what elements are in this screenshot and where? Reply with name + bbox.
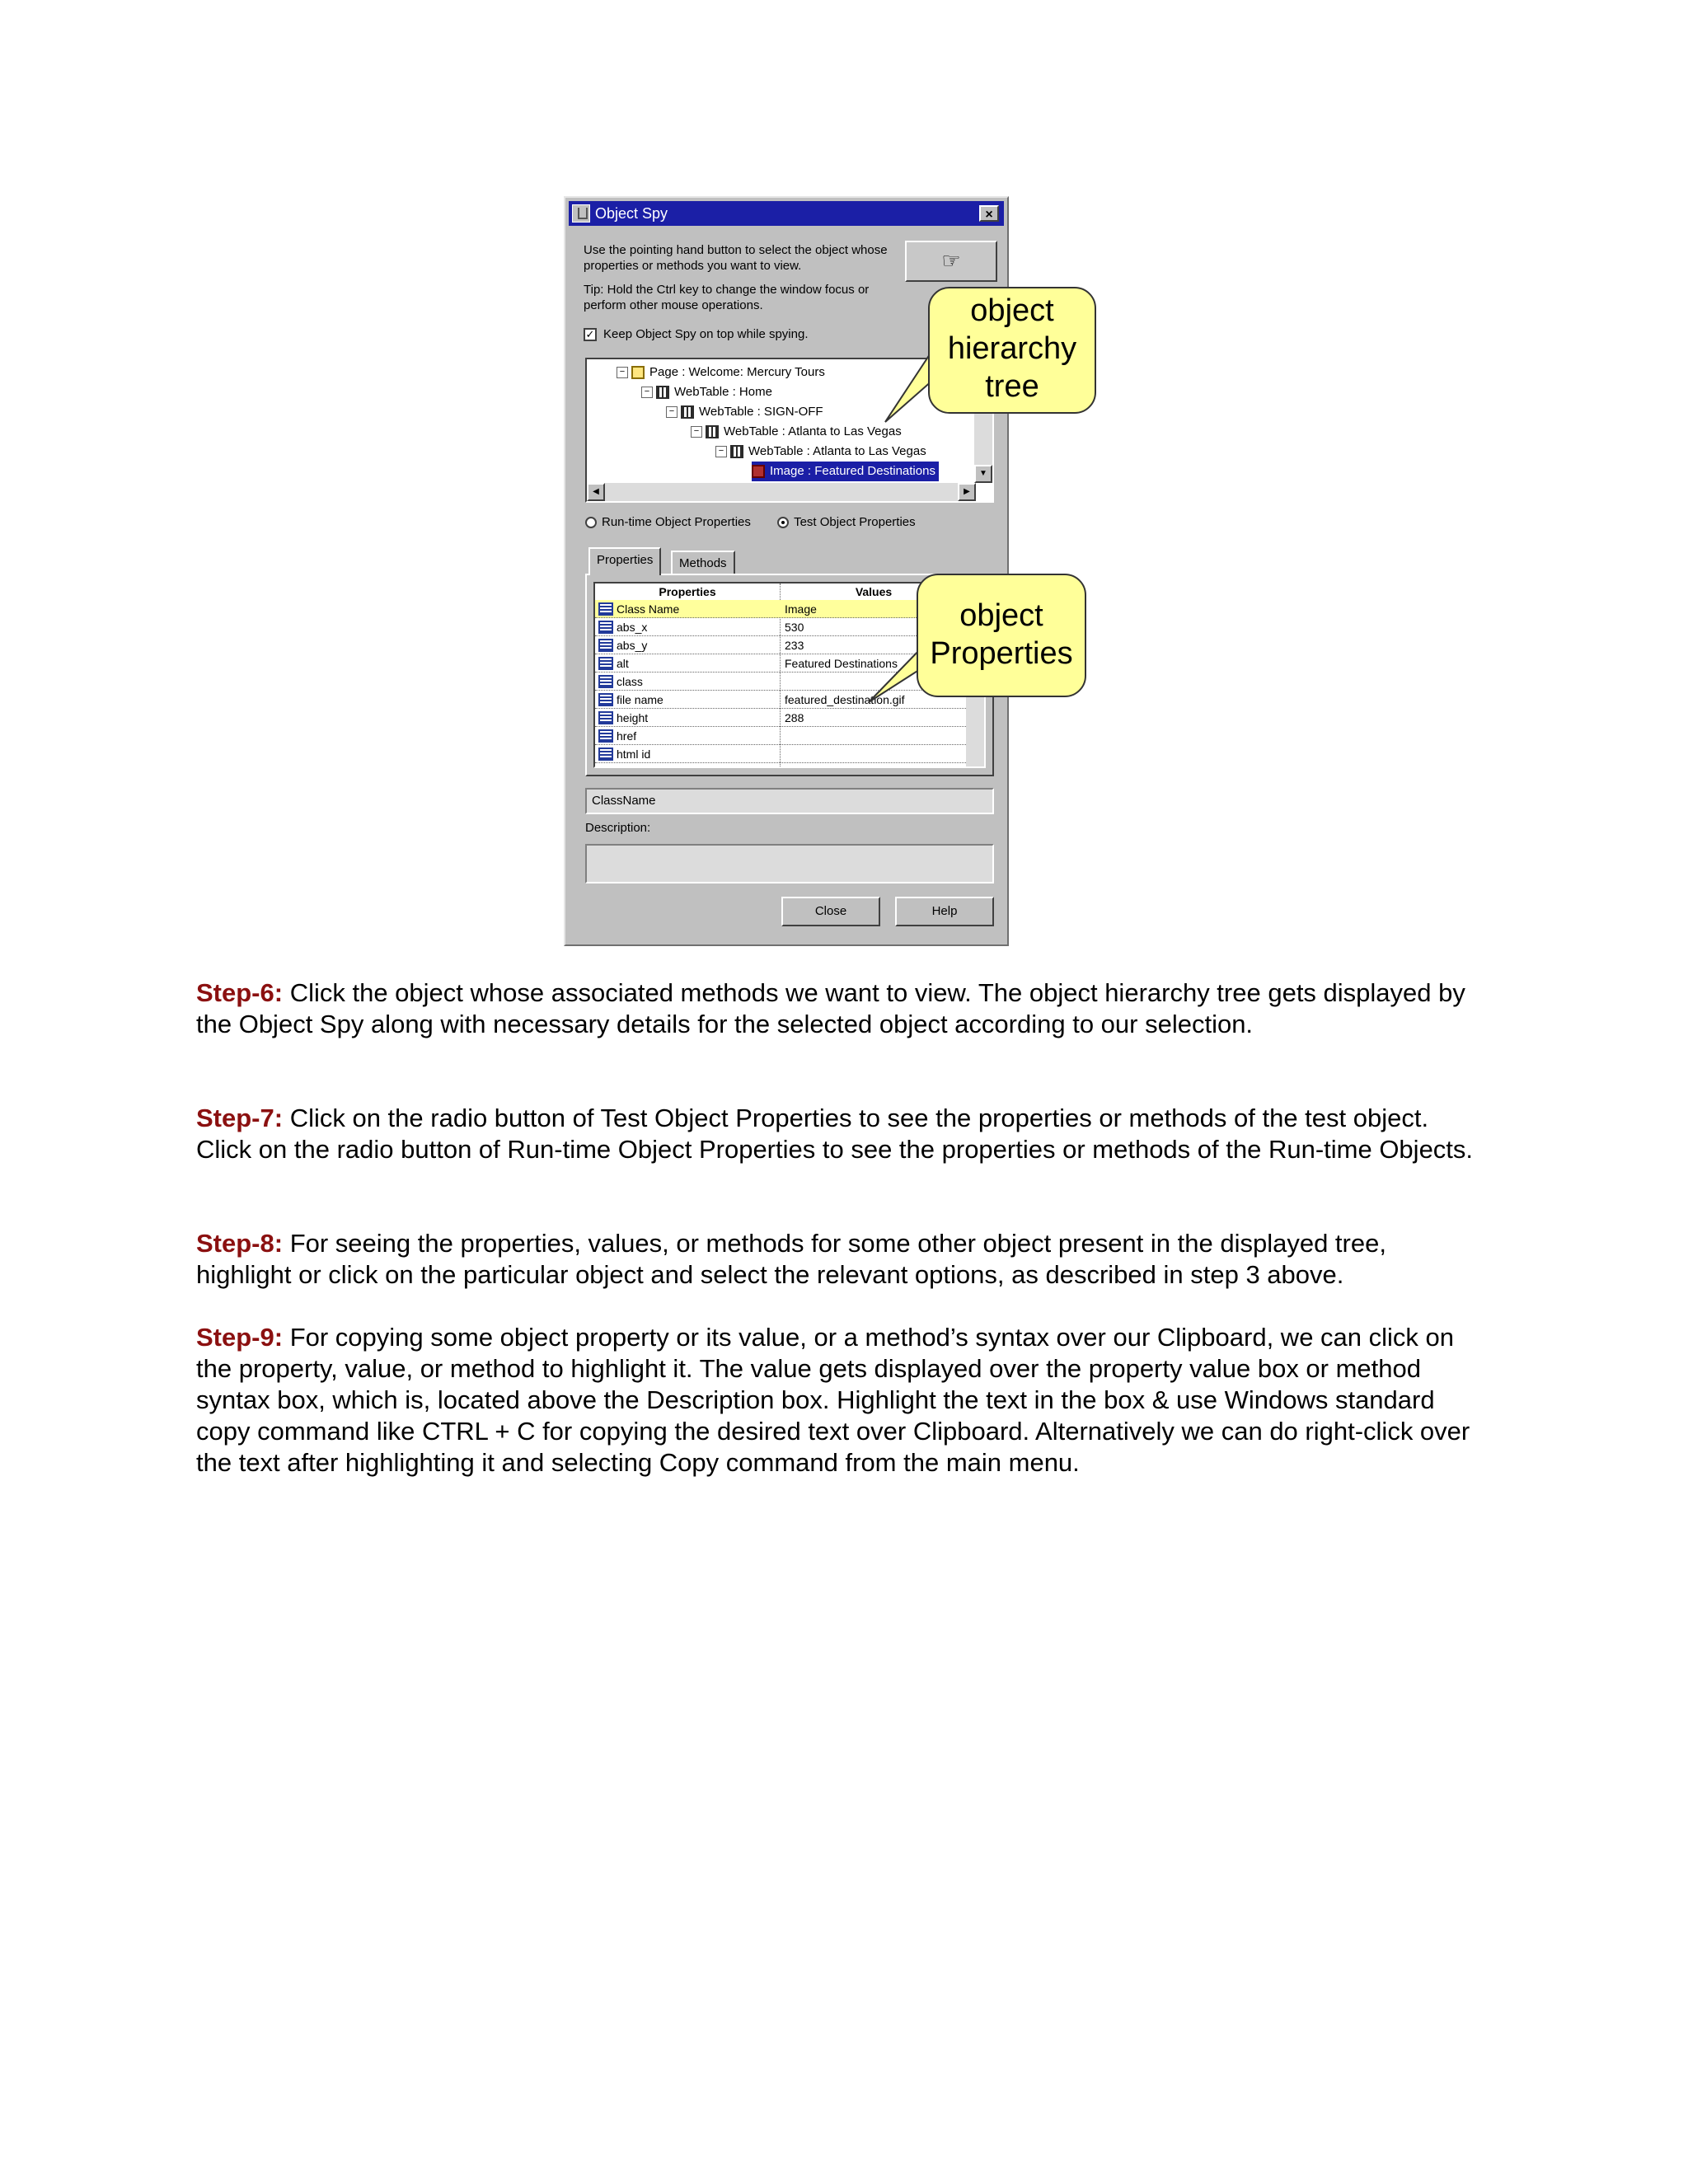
property-icon [598, 729, 613, 743]
step-text: Click on the radio button of Test Object Properties to see the properties or methods of the test object. Click on the radio button of Run-time Object Properties to see the properties or methods of the Run-time Objects. [196, 1104, 1474, 1164]
step-text: For copying some object property or its value, or a method’s syntax over our Clipboard, we can click on the property, value, or method to highlight it. The value gets displayed over the property value box or method syntax box, which is, located above the Description box. Highlight the text in the box & use Windows standard copy command like CTRL + C for copying the desired text over Clipboard. Alternatively we can do right-click over the text after highlighting it and selecting Copy command from the main menu. [196, 1323, 1470, 1477]
properties-column-header[interactable]: Properties [659, 585, 716, 598]
tree-node-image-selected[interactable]: Image : Featured Destinations [752, 462, 939, 481]
keep-on-top-option[interactable] [584, 326, 808, 343]
step-9-paragraph [196, 1322, 1482, 1479]
description-box[interactable] [585, 844, 994, 883]
table-row[interactable]: height 288 [595, 709, 968, 727]
property-icon [598, 657, 613, 670]
table-row[interactable]: html id [595, 745, 968, 763]
keep-on-top-label: Keep Object Spy on top while spying. [603, 327, 809, 341]
table-row[interactable]: href [595, 727, 968, 745]
property-icon [598, 602, 613, 616]
hierarchy-callout: object hierarchy tree [928, 287, 1096, 414]
tab-methods[interactable]: Methods [671, 551, 735, 575]
collapse-icon[interactable]: − [617, 367, 628, 378]
tree-node-webtable-home[interactable]: − WebTable : Home [641, 382, 772, 402]
dialog-title: Object Spy [595, 205, 668, 222]
webtable-icon [730, 445, 743, 458]
tip-text: Tip: Hold the Ctrl key to change the window focus or perform other mouse operations. [584, 283, 870, 312]
step-7-paragraph [196, 1103, 1482, 1165]
webtable-icon [706, 425, 719, 438]
runtime-properties-label[interactable]: Run-time Object Properties [602, 515, 751, 530]
close-button[interactable]: Close [781, 897, 880, 926]
tree-node-webtable-atlanta-2[interactable]: − WebTable : Atlanta to Las Vegas [715, 442, 926, 462]
tree-horizontal-scrollbar[interactable] [587, 483, 976, 501]
table-row[interactable]: file name featured_destination.gif [595, 691, 968, 709]
step-text: For seeing the properties, values, or methods for some other object present in the displayed tree, highlight or click on the particular object and select the relevant options, as described in step 3 above. [196, 1229, 1386, 1289]
step-label: Step-9: [196, 1323, 284, 1352]
property-icon [598, 748, 613, 761]
property-type-radios [585, 514, 939, 531]
object-spy-app-icon [572, 204, 590, 223]
table-row[interactable]: abs_x 530 [595, 618, 968, 636]
step-label: Step-7: [196, 1104, 284, 1132]
scroll-left-icon[interactable]: ◀ [587, 483, 605, 501]
webtable-icon [681, 405, 694, 419]
properties-callout: object Properties [917, 574, 1086, 697]
property-icon [598, 675, 613, 688]
scroll-down-icon[interactable]: ▼ [974, 465, 992, 483]
runtime-properties-radio[interactable] [585, 517, 597, 528]
test-properties-label[interactable]: Test Object Properties [794, 515, 916, 530]
table-row[interactable]: Class Name Image [595, 600, 968, 618]
close-icon[interactable]: × [979, 205, 999, 222]
table-row[interactable]: alt Featured Destinations [595, 654, 968, 673]
webtable-icon [656, 386, 669, 399]
collapse-icon[interactable]: − [691, 426, 702, 438]
step-label: Step-6: [196, 978, 284, 1007]
step-6-paragraph [196, 977, 1482, 1040]
selected-value-field[interactable]: ClassName [585, 788, 994, 814]
tree-node-webtable-atlanta[interactable]: − WebTable : Atlanta to Las Vegas [691, 422, 902, 442]
scroll-right-icon[interactable]: ▶ [958, 483, 976, 501]
pointing-hand-button[interactable] [905, 241, 997, 282]
test-properties-radio[interactable] [777, 517, 789, 528]
step-8-paragraph [196, 1228, 1482, 1291]
collapse-icon[interactable]: − [641, 387, 653, 398]
image-icon [752, 465, 765, 478]
page-icon [631, 366, 645, 379]
description-label: Description: [585, 821, 651, 835]
table-row[interactable]: class [595, 673, 968, 691]
keep-on-top-checkbox[interactable]: ✓ [584, 328, 597, 341]
collapse-icon[interactable]: − [715, 446, 727, 457]
tree-node-webtable-signoff[interactable]: − WebTable : SIGN-OFF [666, 402, 823, 422]
collapse-icon[interactable]: − [666, 406, 678, 418]
title-bar[interactable] [569, 201, 1004, 226]
property-icon [598, 621, 613, 634]
instructions-text: Use the pointing hand button to select the object whose properties or methods you want to view. [584, 243, 888, 273]
help-button[interactable]: Help [895, 897, 994, 926]
tree-node-page[interactable]: − Page : Welcome: Mercury Tours [617, 363, 825, 382]
table-row[interactable]: abs_y 233 [595, 636, 968, 654]
tab-properties[interactable]: Properties [588, 547, 661, 575]
property-icon [598, 693, 613, 706]
step-label: Step-8: [196, 1229, 284, 1258]
property-icon [598, 711, 613, 724]
values-column-header[interactable]: Values [855, 585, 893, 598]
step-text: Click the object whose associated methods we want to view. The object hierarchy tree gets displayed by the Object Spy along with necessary details for the selected object according to our selection. [196, 978, 1465, 1038]
property-icon [598, 639, 613, 652]
pointing-hand-icon: ☞ [941, 248, 961, 273]
